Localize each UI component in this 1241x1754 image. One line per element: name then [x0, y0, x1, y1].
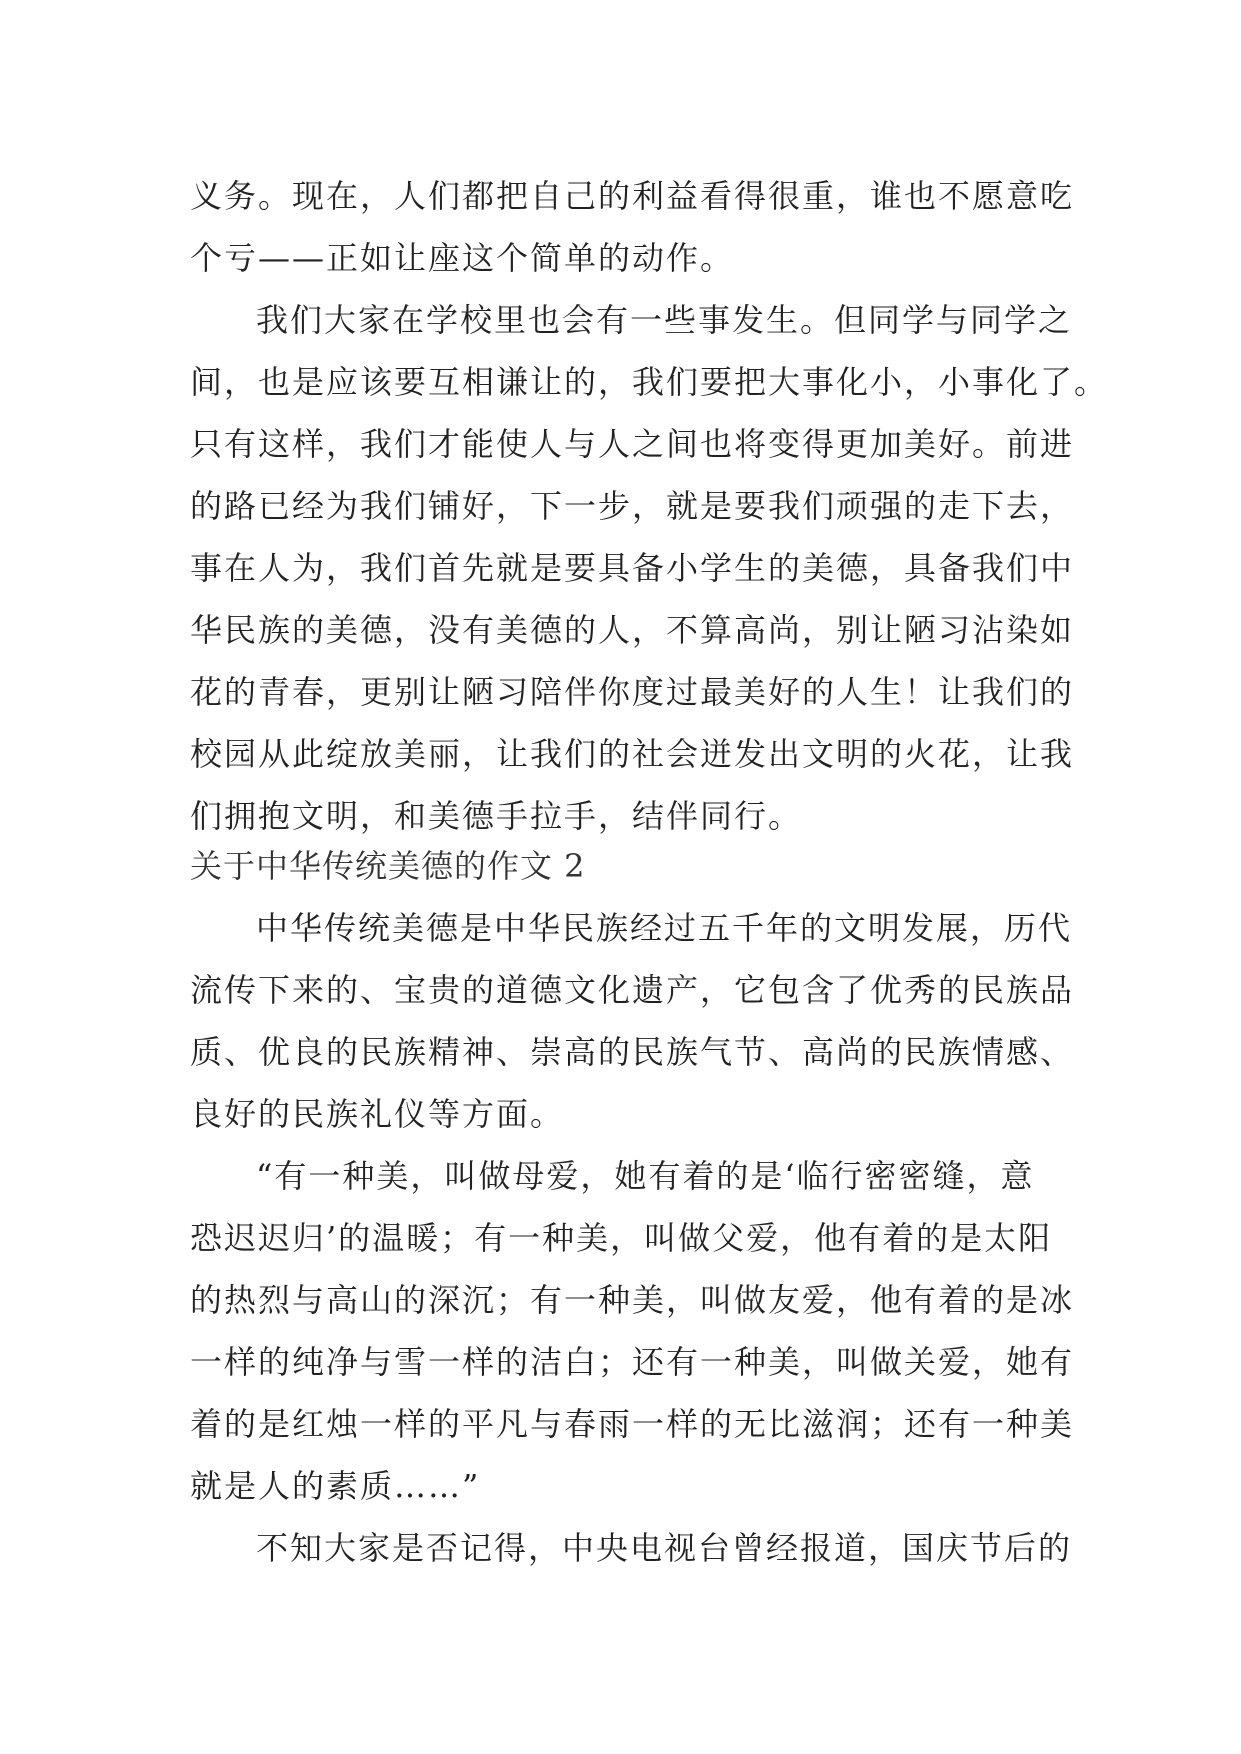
text-line: 个亏——正如让座这个简单的动作。 — [190, 239, 735, 277]
text-line: 花的青春，更别让陋习陪伴你度过最美好的人生！让我们的 — [190, 673, 1075, 711]
text-line: 的热烈与高山的深沉；有一种美，叫做友爱，他有着的是冰 — [190, 1281, 1075, 1319]
paragraph-start-line: 不知大家是否记得，中央电视台曾经报道，国庆节后的 — [256, 1529, 1073, 1567]
paragraph-start-line: “有一种美，叫做母爱，她有着的是‘临行密密缝，意 — [256, 1157, 1035, 1195]
text-line: 的路已经为我们铺好，下一步，就是要我们顽强的走下去， — [190, 487, 1075, 525]
text-line: 良好的民族礼仪等方面。 — [190, 1095, 565, 1133]
text-line: 间，也是应该要互相谦让的，我们要把大事化小，小事化了。 — [190, 363, 1109, 401]
essay-section-2 — [190, 835, 1075, 1579]
text-line: 一样的纯净与雪一样的洁白；还有一种美，叫做关爱，她有 — [190, 1343, 1075, 1381]
text-line: 只有这样，我们才能使人与人之间也将变得更加美好。前进 — [190, 425, 1075, 463]
text-line: 质、优良的民族精神、崇高的民族气节、高尚的民族情感、 — [190, 1033, 1075, 1071]
text-line: 校园从此绽放美丽，让我们的社会迸发出文明的火花，让我 — [190, 735, 1075, 773]
text-line: 着的是红烛一样的平凡与春雨一样的无比滋润；还有一种美 — [190, 1405, 1075, 1443]
text-line: 就是人的素质……” — [190, 1467, 481, 1505]
text-line: 义务。现在，人们都把自己的利益看得很重，谁也不愿意吃 — [190, 177, 1075, 215]
text-line: 流传下来的、宝贵的道德文化遗产，它包含了优秀的民族品 — [190, 971, 1075, 1009]
text-line: 华民族的美德，没有美德的人，不算高尚，别让陋习沾染如 — [190, 611, 1075, 649]
paragraph-start-line: 我们大家在学校里也会有一些事发生。但同学与同学之 — [256, 301, 1073, 339]
text-line: 们拥抱文明，和美德手拉手，结伴同行。 — [190, 797, 803, 835]
essay-heading: 关于中华传统美德的作文 2 — [190, 847, 586, 885]
text-line: 事在人为，我们首先就是要具备小学生的美德，具备我们中 — [190, 549, 1075, 587]
essay-section-1 — [190, 165, 1109, 847]
text-line: 恐迟迟归’的温暖；有一种美，叫做父爱，他有着的是太阳 — [190, 1219, 1053, 1257]
paragraph-start-line: 中华传统美德是中华民族经过五千年的文明发展，历代 — [256, 909, 1073, 947]
